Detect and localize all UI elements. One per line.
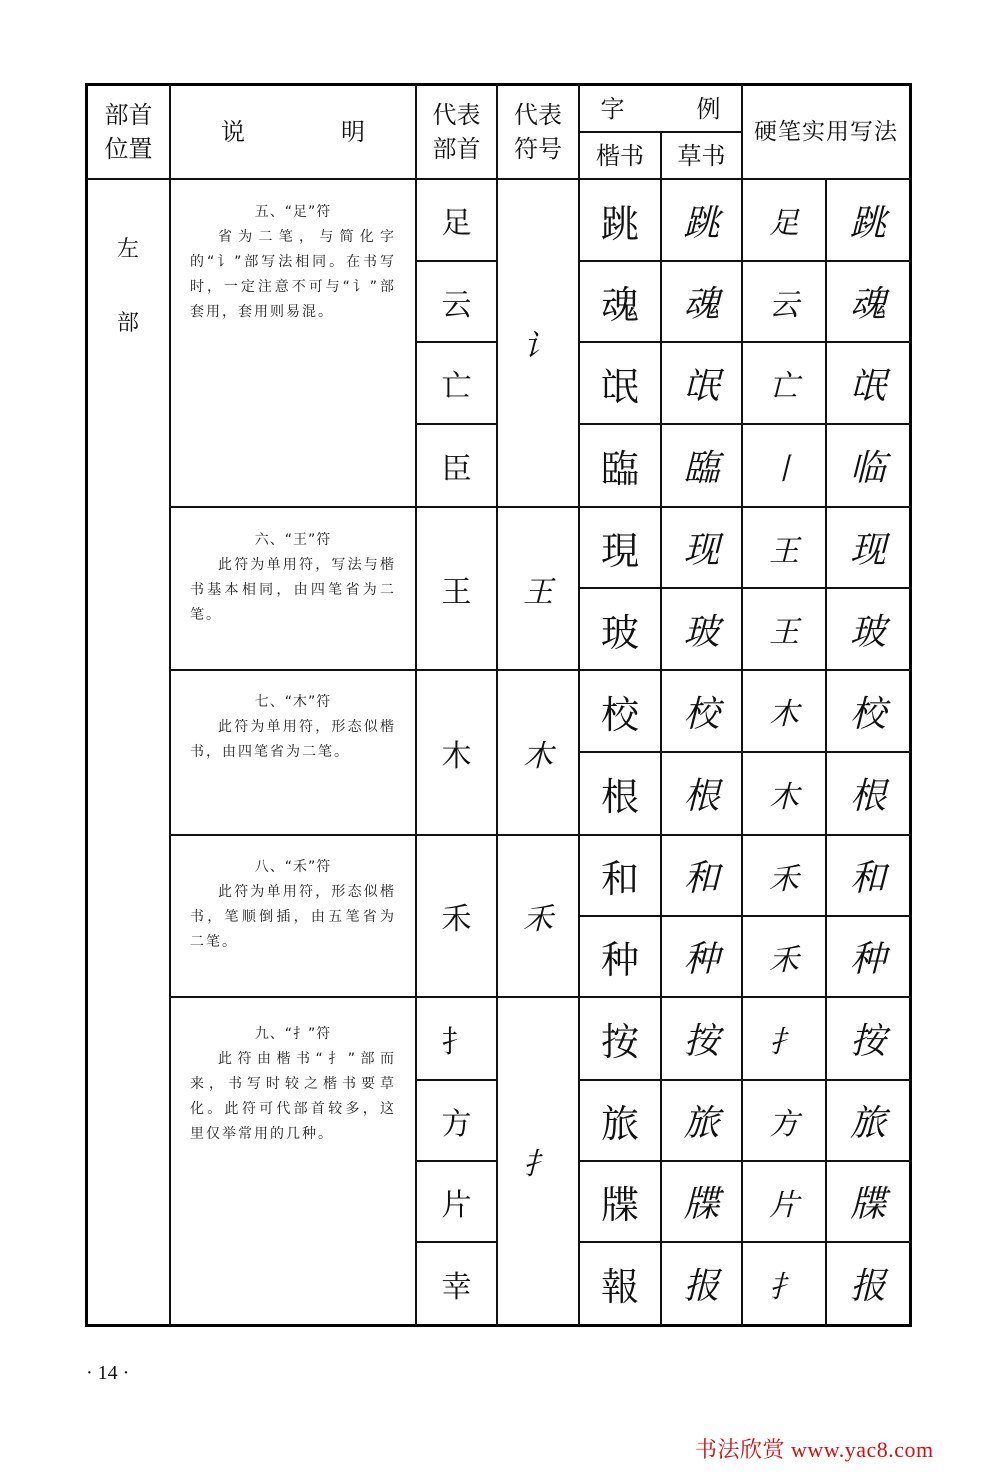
pen-radical-cell: 王 (769, 615, 799, 650)
description-text: 此符为单用符，写法与楷书基本相同，由四笔省为二笔。 (190, 557, 396, 623)
caoshu-cell: 报 (683, 1266, 720, 1307)
description-title: 九、“扌”符 (254, 1026, 332, 1042)
kaishu-cell: 現 (600, 529, 639, 573)
kaishu-cell: 魂 (600, 283, 639, 327)
description-group-5 (190, 200, 396, 325)
pen-char-cell: 根 (849, 776, 886, 817)
pen-radical-cell: 方 (769, 1106, 799, 1142)
caoshu-cell: 牒 (683, 1184, 720, 1225)
pen-char-cell: 校 (849, 693, 886, 735)
table-right-border (909, 83, 912, 1327)
pen-radical-cell: 足 (769, 206, 799, 241)
header-position-line1: 部首 (104, 101, 153, 129)
kaishu-cell: 种 (600, 938, 639, 982)
kaishu-cell: 根 (600, 775, 639, 819)
radical-cell: 臣 (441, 451, 472, 487)
pen-char-cell: 按 (849, 1021, 886, 1062)
symbol-cell: 禾 (523, 902, 553, 937)
header-examples (580, 86, 741, 131)
header-position-line2: 位置 (104, 135, 153, 163)
pen-radical-cell: 王 (769, 533, 799, 569)
header-description-label: 说 明 (221, 118, 365, 146)
description-group-7 (190, 690, 396, 765)
description-group-9 (190, 1022, 396, 1147)
pen-char-cell: 和 (849, 858, 886, 899)
header-caoshu (662, 133, 741, 178)
watermark-link[interactable]: 书法欣赏 www.yac8.com (695, 1437, 934, 1462)
pen-char-cell: 氓 (849, 365, 886, 407)
caoshu-cell: 按 (683, 1021, 720, 1062)
header-position (88, 86, 169, 178)
pen-radical-cell: 木 (769, 697, 799, 732)
header-examples-label: 字 例 (600, 94, 721, 123)
kaishu-cell: 牒 (600, 1183, 639, 1227)
radical-cell: 幸 (441, 1269, 472, 1305)
caoshu-cell: 旅 (683, 1103, 720, 1144)
radical-cell: 扌 (441, 1024, 472, 1060)
pen-radical-cell: 扌 (769, 1024, 799, 1060)
description-group-8 (190, 855, 396, 955)
header-kaishu (580, 133, 660, 178)
pen-radical-cell: 扌 (769, 1269, 799, 1305)
col-divider-position (169, 84, 171, 1326)
pen-char-cell: 现 (849, 530, 886, 571)
pen-char-cell: 报 (849, 1266, 886, 1307)
radical-cell: 亡 (441, 369, 472, 404)
pen-radical-cell: 云 (769, 287, 799, 323)
symbol-cell: 讠 (523, 329, 553, 364)
header-pen-usage (743, 86, 909, 178)
header-kaishu-label: 楷书 (596, 141, 644, 170)
description-title: 六、“王”符 (254, 532, 332, 548)
caoshu-cell: 校 (683, 693, 720, 735)
caoshu-cell: 根 (683, 776, 720, 817)
description-title: 八、“禾”符 (254, 859, 332, 875)
header-radical-line2: 部首 (432, 135, 481, 163)
pen-char-cell: 旅 (849, 1103, 886, 1144)
kaishu-cell: 旅 (600, 1102, 639, 1146)
radical-cell: 片 (441, 1187, 472, 1223)
caoshu-cell: 种 (683, 939, 720, 980)
kaishu-cell: 跳 (600, 201, 639, 246)
symbol-cell: 王 (523, 574, 553, 610)
pen-radical-cell: 亡 (769, 369, 799, 404)
kaishu-cell: 校 (600, 692, 639, 737)
table-left-border (85, 83, 88, 1327)
symbol-cell: 扌 (523, 1147, 553, 1182)
description-text: 此符为单用符，形态似楷书，笔顺倒插，由五笔省为二笔。 (190, 884, 396, 950)
caoshu-cell: 氓 (683, 365, 720, 407)
description-group-6 (190, 528, 396, 628)
radical-cell: 足 (441, 206, 472, 241)
table-bottom-border (86, 1324, 912, 1327)
kaishu-cell: 氓 (600, 364, 639, 409)
pen-radical-cell: 禾 (769, 942, 799, 978)
caoshu-cell: 和 (683, 858, 720, 899)
pen-char-cell: 临 (849, 448, 886, 489)
kaishu-cell: 按 (600, 1020, 639, 1064)
caoshu-cell: 跳 (683, 202, 720, 244)
description-text: 此符由楷书“扌”部而来，书写时较之楷书要草化。此符可代部首较多，这里仅举常用的几种。 (190, 1051, 396, 1142)
header-pen-usage-label: 硬笔实用写法 (754, 119, 898, 145)
description-title: 七、“木”符 (254, 694, 332, 710)
description-text: 此符为单用符，形态似楷书，由四笔省为二笔。 (190, 719, 396, 760)
header-description (171, 86, 415, 180)
pen-char-cell: 魂 (849, 284, 886, 325)
pen-char-cell: 跳 (849, 202, 886, 244)
page-number: · 14 · (86, 1362, 130, 1384)
caoshu-cell: 玻 (683, 611, 720, 653)
header-symbol (498, 86, 578, 178)
header-symbol-line2: 符号 (514, 135, 562, 163)
caoshu-cell: 臨 (683, 448, 720, 489)
description-title: 五、“足”符 (254, 204, 332, 220)
pen-radical-cell: 木 (769, 779, 799, 815)
pen-radical-cell: 禾 (769, 861, 799, 897)
pen-char-cell: 玻 (849, 611, 886, 653)
radical-cell: 云 (441, 287, 472, 323)
kaishu-cell: 和 (600, 857, 639, 901)
kaishu-cell: 臨 (600, 447, 639, 491)
pen-radical-cell: 片 (769, 1187, 799, 1223)
radical-cell: 禾 (441, 902, 472, 937)
header-caoshu-label: 草书 (677, 141, 726, 170)
kaishu-cell: 玻 (600, 610, 639, 655)
description-text: 省为二笔，与简化字的“讠”部写法相同。在书写时，一定注意不可与“讠”部套用，套用则易混。 (190, 229, 396, 320)
header-symbol-line1: 代表 (514, 101, 562, 129)
radical-cell: 王 (441, 574, 472, 610)
position-label-part: 部 (116, 311, 139, 336)
kaishu-cell: 報 (600, 1265, 639, 1309)
radical-cell: 木 (441, 738, 472, 774)
symbol-cell: 木 (523, 738, 553, 774)
caoshu-cell: 魂 (683, 284, 720, 325)
position-label-left: 左 (116, 237, 139, 262)
pen-char-cell: 牒 (849, 1184, 886, 1225)
pen-radical-cell: 丨 (769, 451, 799, 487)
pen-char-cell: 种 (849, 939, 886, 980)
caoshu-cell: 现 (683, 530, 720, 571)
radical-cell: 方 (441, 1106, 472, 1142)
header-radical-line1: 代表 (432, 101, 481, 129)
header-radical (417, 86, 496, 178)
